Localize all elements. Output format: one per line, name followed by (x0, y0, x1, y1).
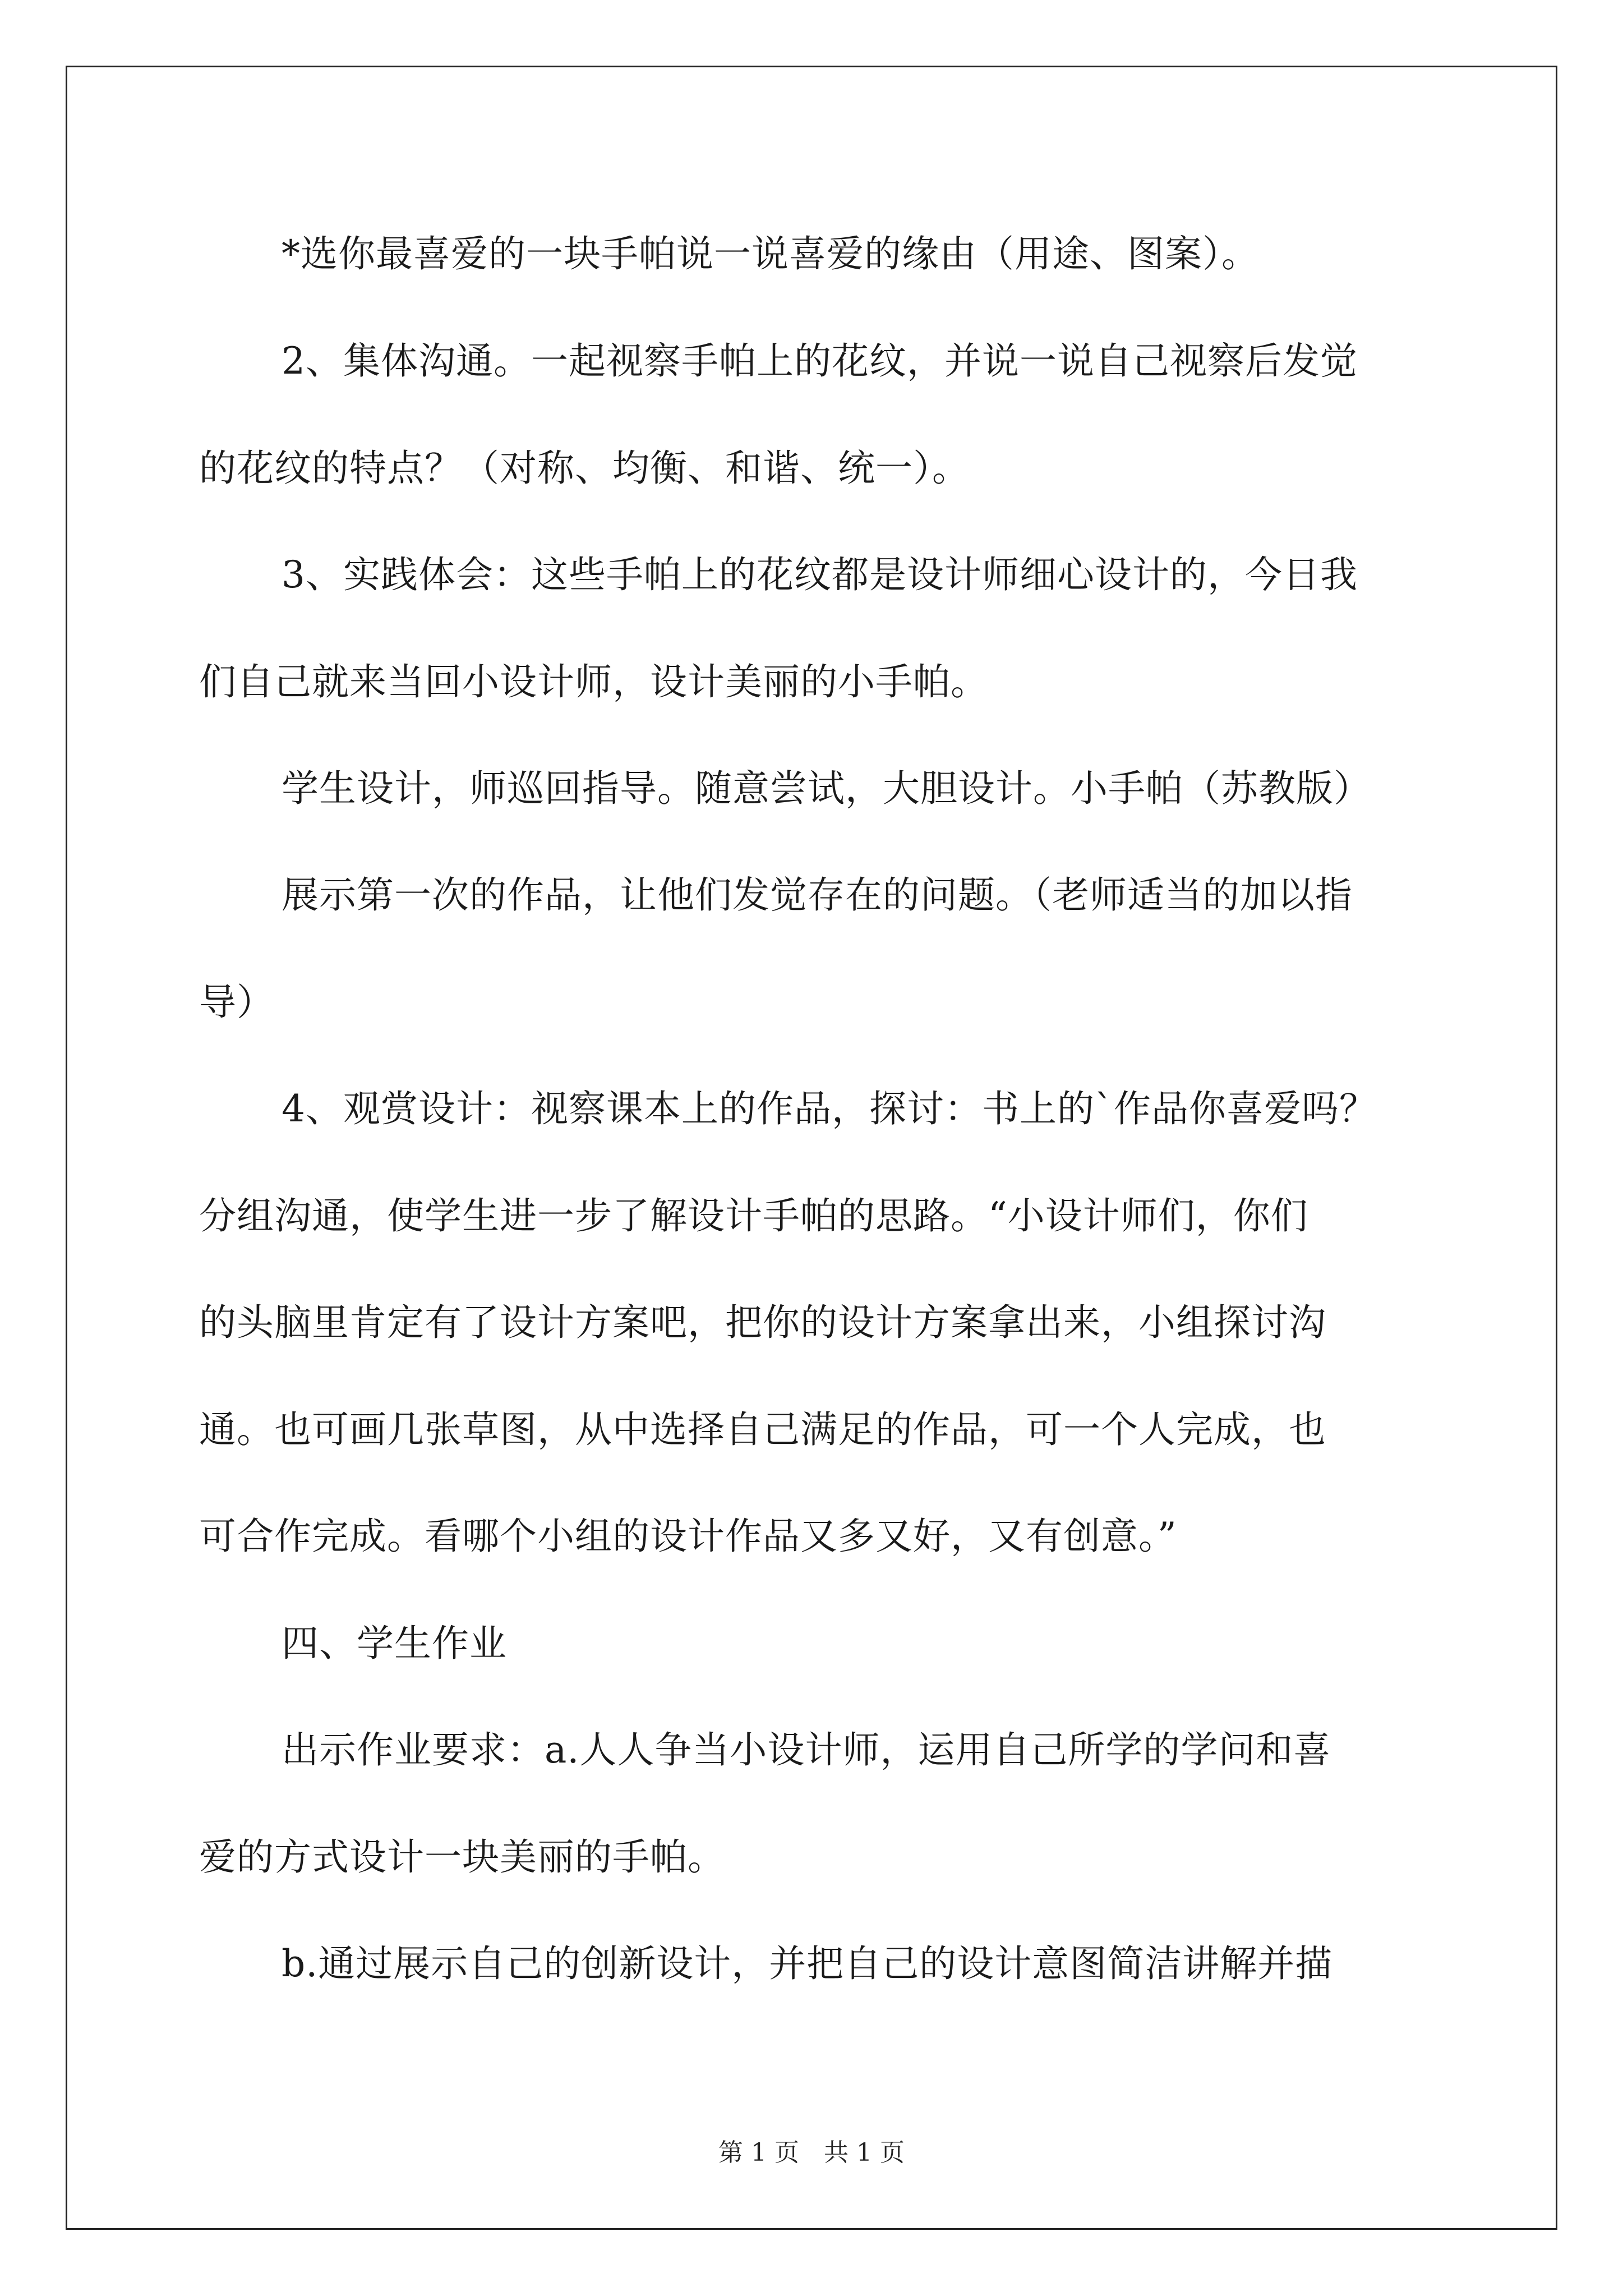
paragraph-line: 分组沟通，使学生进一步了解设计手帕的思路。“小设计师们，你们 (199, 1194, 1308, 1237)
paragraph-line: 的花纹的特点？（对称、均衡、和谐、统一）。 (199, 447, 970, 490)
paragraph-line: 3、实践体会：这些手帕上的花纹都是设计师细心设计的，今日我 (282, 553, 1358, 596)
page-border (66, 66, 1557, 2230)
paragraph-line: 展示第一次的作品，让他们发觉存在的问题。（老师适当的加以指 (282, 873, 1353, 917)
paragraph-line: 的头脑里肯定有了设计方案吧，把你的设计方案拿出来，小组探讨沟 (199, 1301, 1326, 1344)
paragraph-line: *选你最喜爱的一块手帕说一说喜爱的缘由（用途、图案）。 (282, 232, 1259, 275)
paragraph-line: 出示作业要求：a.人人争当小设计师，运用自己所学的学问和喜 (282, 1728, 1331, 1772)
paragraph-line: 们自己就来当回小设计师，设计美丽的小手帕。 (199, 660, 988, 703)
paragraph-line: 可合作完成。看哪个小组的设计作品又多又好，又有创意。” (199, 1515, 1177, 1558)
page-number: 第 1 页 共 1 页 (718, 2138, 905, 2167)
paragraph-line: 导） (199, 981, 274, 1024)
paragraph-line: 学生设计，师巡回指导。随意尝试，大胆设计。小手帕（苏教版） (282, 767, 1371, 810)
section-heading: 四、学生作业 (282, 1622, 507, 1665)
paragraph-line: 爱的方式设计一块美丽的手帕。 (199, 1835, 725, 1879)
paragraph-line: 2、集体沟通。一起视察手帕上的花纹，并说一说自己视察后发觉 (282, 339, 1358, 383)
paragraph-line: b.通过展示自己的创新设计，并把自己的设计意图简洁讲解并描 (282, 1942, 1333, 1985)
paragraph-line: 通。也可画几张草图，从中选择自己满足的作品，可一个人完成，也 (199, 1408, 1326, 1451)
paragraph-line: 4、观赏设计：视察课本上的作品，探讨：书上的`作品你喜爱吗？ (282, 1087, 1377, 1130)
